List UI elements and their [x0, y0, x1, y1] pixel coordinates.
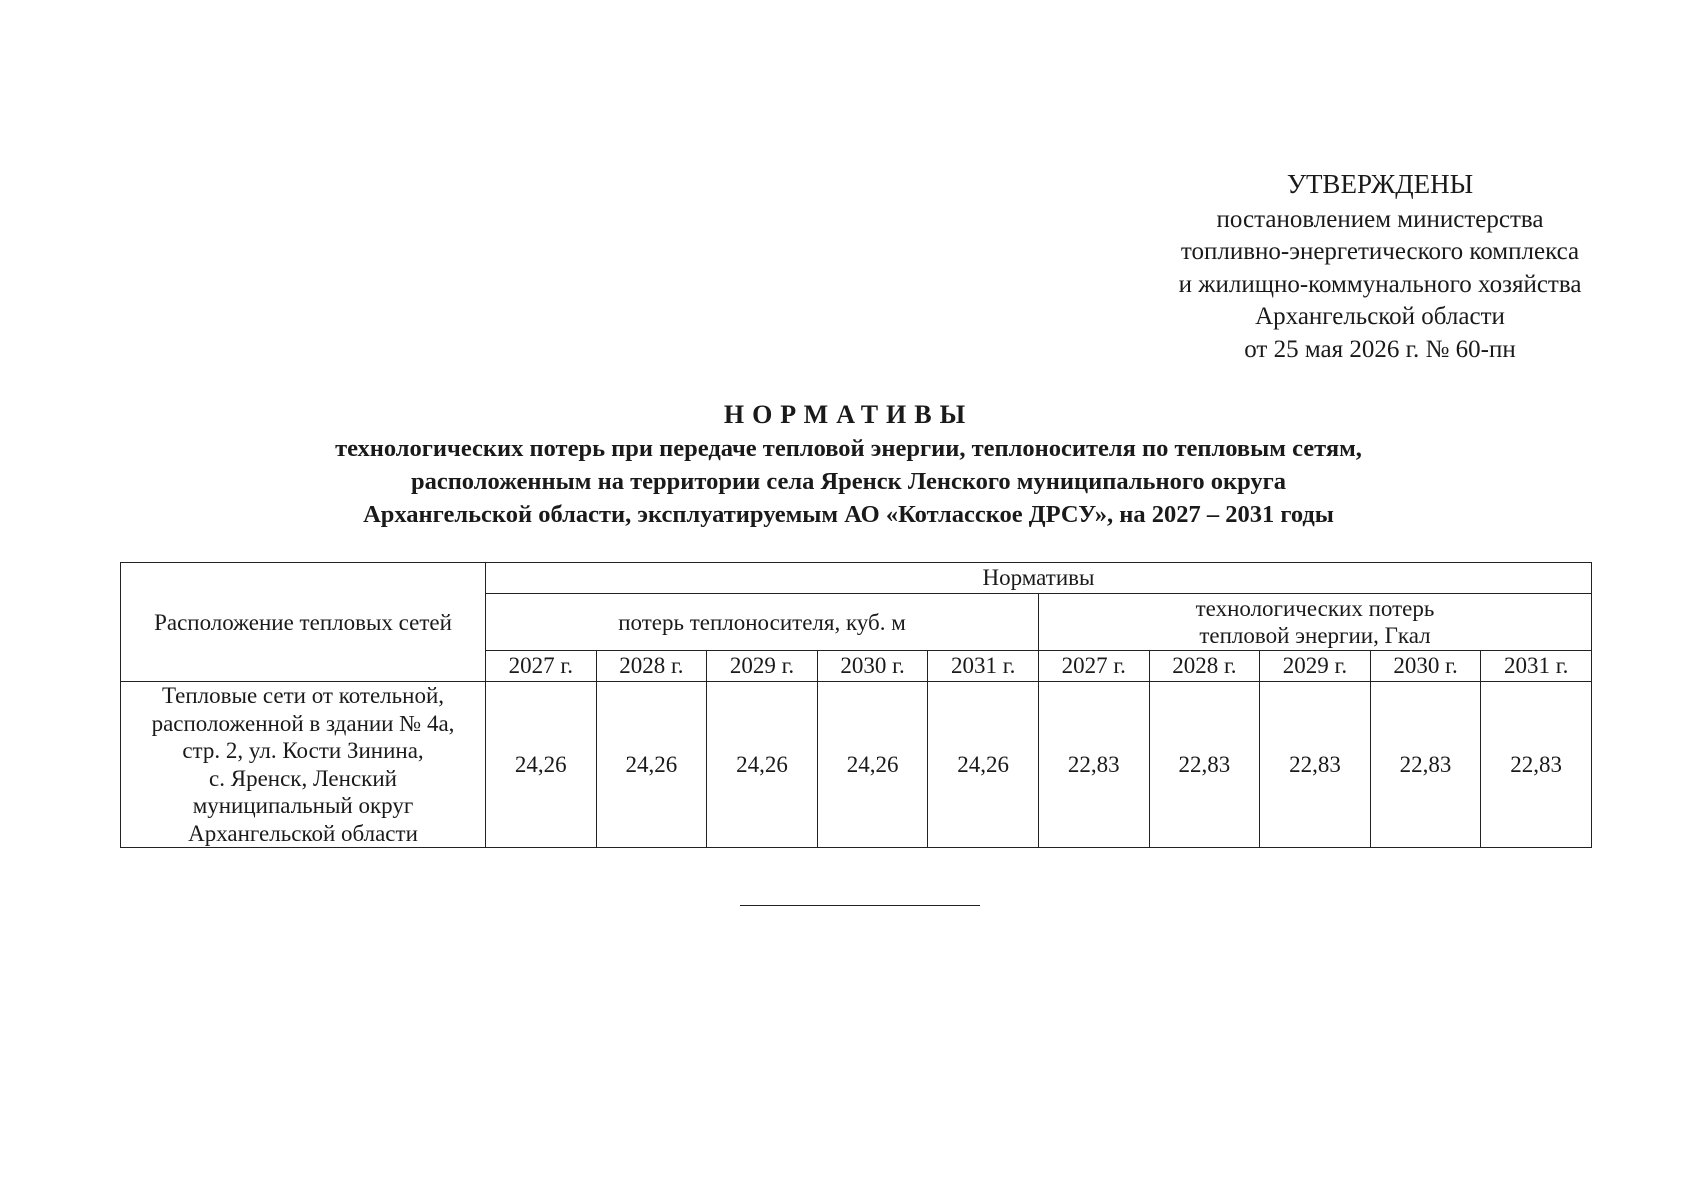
approval-line: топливно-энергетического комплекса: [1180, 238, 1580, 265]
subtitle-line: Архангельской области, эксплуатируемым АО «Котласское ДРСУ», на 2027 – 2031 годы: [363, 501, 1334, 528]
document-subtitle: [180, 432, 1517, 531]
location-line: Тепловые сети от котельной,: [161, 683, 445, 708]
coolant-value-cell: 24,26: [486, 682, 597, 848]
table-row: [121, 682, 1592, 848]
coolant-value-cell: 24,26: [817, 682, 928, 848]
year-header: 2027 г.: [1038, 651, 1149, 682]
year-header: 2028 г.: [1149, 651, 1260, 682]
approval-date-line: от 25 мая 2026 г. № 60-пн: [1244, 335, 1516, 363]
heat-value-cell: 22,83: [1149, 682, 1260, 848]
location-line: расположенной в здании № 4а,: [151, 710, 455, 736]
coolant-group-header: потерь теплоносителя, куб. м: [486, 594, 1039, 651]
heat-group-header-line: тепловой энергии, Гкал: [1199, 623, 1431, 648]
year-header: 2031 г.: [928, 651, 1039, 682]
year-header: 2029 г.: [707, 651, 818, 682]
norms-table: [120, 562, 1592, 848]
location-line: муниципальный округ: [192, 793, 414, 818]
location-line: Архангельской области: [188, 820, 418, 846]
heat-value-cell: 22,83: [1260, 682, 1371, 848]
location-line: с. Яренск, Ленский: [209, 765, 397, 791]
year-header: 2028 г.: [596, 651, 707, 682]
table-header-row: [121, 563, 1592, 594]
subtitle-line: расположенным на территории села Яренск Ленского муниципального округа: [410, 468, 1287, 495]
approval-title: УТВЕРЖДЕНЫ: [1286, 169, 1474, 199]
heat-group-header: [1038, 594, 1591, 651]
heat-group-header-line: технологических потерь: [1195, 596, 1435, 621]
approval-line: постановлением министерства: [1216, 205, 1544, 233]
coolant-value-cell: 24,26: [928, 682, 1039, 848]
end-divider: [740, 905, 980, 906]
approval-line: и жилищно-коммунального хозяйства: [1178, 270, 1582, 298]
heat-value-cell: 22,83: [1481, 682, 1592, 848]
approval-block: [1100, 168, 1660, 366]
year-header: 2027 г.: [486, 651, 597, 682]
year-header: 2029 г.: [1260, 651, 1371, 682]
year-header: 2031 г.: [1481, 651, 1592, 682]
heat-value-cell: 22,83: [1038, 682, 1149, 848]
subtitle-line: технологических потерь при передаче тепловой энергии, теплоносителя по тепловым сетям,: [335, 435, 1362, 462]
year-header: 2030 г.: [1370, 651, 1481, 682]
norms-header: Нормативы: [486, 563, 1592, 594]
heat-value-cell: 22,83: [1370, 682, 1481, 848]
coolant-value-cell: 24,26: [596, 682, 707, 848]
location-header: Расположение тепловых сетей: [121, 563, 486, 682]
location-line: стр. 2, ул. Кости Зинина,: [182, 738, 424, 763]
year-header: 2030 г.: [817, 651, 928, 682]
document-title: НОРМАТИВЫ: [723, 400, 974, 429]
location-cell: [121, 682, 486, 848]
coolant-value-cell: 24,26: [707, 682, 818, 848]
approval-line: Архангельской области: [1255, 303, 1505, 330]
